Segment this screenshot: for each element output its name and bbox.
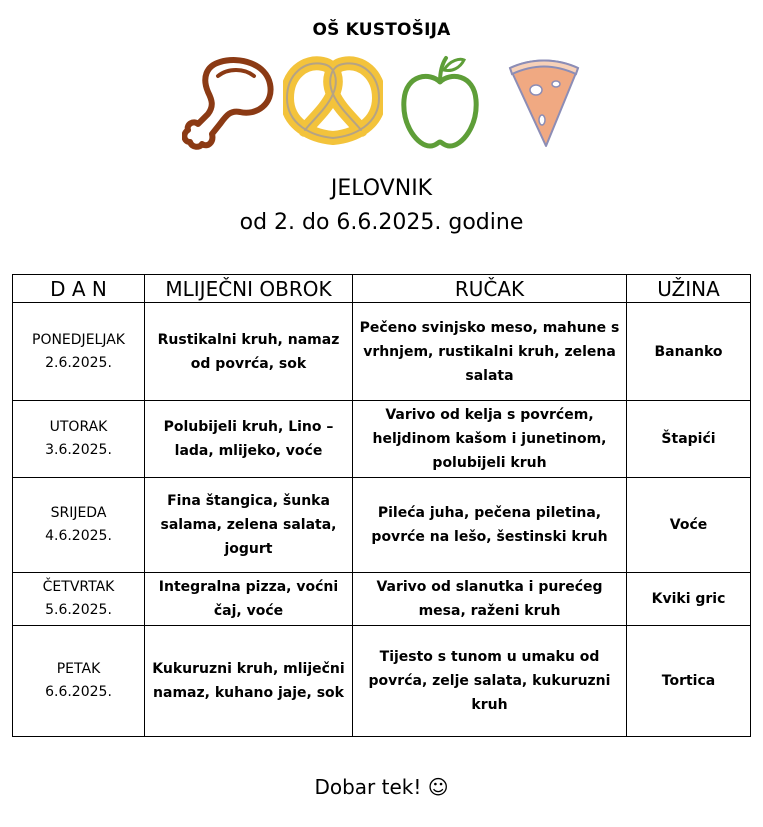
school-name: OŠ KUSTOŠIJA bbox=[312, 20, 451, 40]
pretzel-icon bbox=[283, 54, 383, 146]
menu-title: JELOVNIK bbox=[330, 176, 433, 201]
day-name: UTORAK bbox=[49, 419, 108, 435]
day-date: 4.6.2025. bbox=[45, 528, 112, 544]
milk-meal-cell: Polubijeli kruh, Lino – lada, mlijeko, voće bbox=[145, 401, 353, 478]
day-name: SRIJEDA bbox=[50, 505, 107, 521]
day-cell bbox=[13, 626, 145, 737]
lunch-cell: Varivo od slanutka i purećeg mesa, raženi kruh bbox=[353, 573, 627, 626]
snack-cell: Kviki gric bbox=[627, 573, 751, 626]
table-row bbox=[13, 401, 751, 478]
lunch-cell: Tijesto s tunom u umaku od povrća, zelje salata, kukuruzni kruh bbox=[353, 626, 627, 737]
snack-cell: Tortica bbox=[627, 626, 751, 737]
snack-cell: Štapići bbox=[627, 401, 751, 478]
day-date: 3.6.2025. bbox=[45, 442, 112, 458]
header-milk-meal: MLIJEČNI OBROK bbox=[145, 275, 353, 303]
milk-meal-cell: Rustikalni kruh, namaz od povrća, sok bbox=[145, 303, 353, 401]
milk-meal-cell: Integralna pizza, voćni čaj, voće bbox=[145, 573, 353, 626]
closing-greeting: Dobar tek! ☺ bbox=[314, 775, 449, 799]
table-header-row bbox=[13, 275, 751, 303]
day-date: 2.6.2025. bbox=[45, 354, 112, 371]
day-name: PETAK bbox=[56, 661, 101, 677]
header-snack: UŽINA bbox=[627, 275, 751, 303]
day-date: 5.6.2025. bbox=[45, 602, 112, 618]
table-row bbox=[13, 626, 751, 737]
milk-meal-cell: Kukuruzni kruh, mliječni namaz, kuhano jaje, sok bbox=[145, 626, 353, 737]
day-cell bbox=[13, 478, 145, 573]
snack-cell: Voće bbox=[627, 478, 751, 573]
table-row bbox=[13, 478, 751, 573]
lunch-cell: Varivo od kelja s povrćem, heljdinom kašom i junetinom, polubijeli kruh bbox=[353, 401, 627, 478]
chicken-leg-icon bbox=[182, 54, 276, 150]
menu-table bbox=[12, 274, 751, 737]
header-lunch: RUČAK bbox=[353, 275, 627, 303]
pizza-slice-icon bbox=[506, 54, 582, 150]
menu-date-range: od 2. do 6.6.2025. godine bbox=[239, 210, 524, 235]
apple-icon bbox=[400, 54, 480, 150]
table-row bbox=[13, 303, 751, 401]
day-name: ČETVRTAK bbox=[42, 579, 115, 595]
day-name: PONEDJELJAK bbox=[32, 331, 125, 348]
milk-meal-cell: Fina štangica, šunka salama, zelena salata, jogurt bbox=[145, 478, 353, 573]
lunch-cell: Pileća juha, pečena piletina, povrće na lešo, šestinski kruh bbox=[353, 478, 627, 573]
food-icons bbox=[0, 54, 763, 154]
day-cell bbox=[13, 401, 145, 478]
day-cell bbox=[13, 573, 145, 626]
day-date: 6.6.2025. bbox=[45, 684, 112, 700]
table-row bbox=[13, 573, 751, 626]
header-day: D A N bbox=[13, 275, 145, 303]
day-cell bbox=[13, 303, 145, 401]
lunch-cell: Pečeno svinjsko meso, mahune s vrhnjem, rustikalni kruh, zelena salata bbox=[353, 303, 627, 401]
snack-cell: Bananko bbox=[627, 303, 751, 401]
